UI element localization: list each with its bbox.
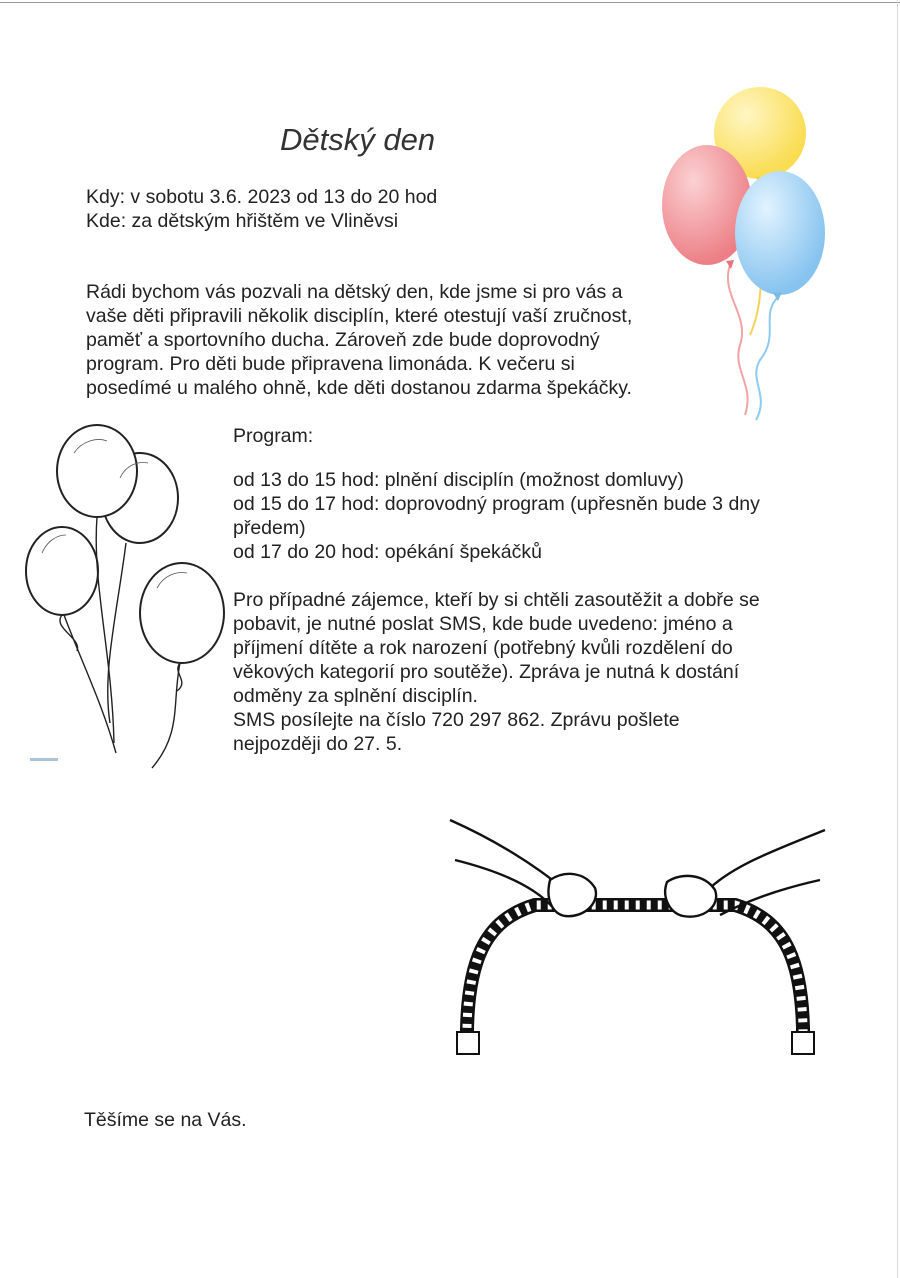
balloon-bunch-sketch [22, 423, 237, 773]
program-item: předem) [233, 517, 306, 539]
info-line: pobavit, je nutné poslat SMS, kde bude uvedeno: jméno a [233, 613, 733, 635]
info-line: SMS posílejte na číslo 720 297 862. Zprávu pošlete [233, 709, 680, 731]
balloon-blue-icon [735, 171, 825, 301]
closing-text: Těšíme se na Vás. [84, 1109, 247, 1131]
program-heading: Program: [233, 425, 314, 447]
page-title: Dětský den [280, 122, 436, 157]
intro-line: program. Pro děti bude připravena limonáda. K večeru si [86, 353, 575, 375]
intro-line: Rádi bychom vás pozvali na dětský den, kde jsme si pro vás a [86, 281, 623, 303]
info-line: Pro případné zájemce, kteří by si chtěli zasoutěžit a dobře se [233, 589, 760, 611]
sms-info-paragraph [233, 588, 760, 756]
program-list [233, 468, 760, 564]
intro-line: paměť a sportovního ducha. Zároveň zde bude doprovodný [86, 329, 600, 351]
program-item: od 17 do 20 hod: opékání špekáčků [233, 541, 542, 563]
page-top-border [0, 2, 900, 3]
program-item: od 13 do 15 hod: plnění disciplín (možnost domluvy) [233, 469, 684, 491]
info-line: nejpozději do 27. 5. [233, 733, 403, 755]
rope-tug-of-war-sketch [445, 810, 830, 1060]
info-line: věkových kategorií pro soutěže). Zpráva je nutná k dostání [233, 661, 740, 683]
scan-mark [30, 758, 58, 761]
color-balloons-illustration [660, 85, 830, 425]
info-line: příjmení dítěte a rok narození (potřebný kvůli rozdělení do [233, 637, 733, 659]
event-where: Kde: za dětským hřištěm ve Vliněvsi [86, 210, 399, 232]
program-item: od 15 do 17 hod: doprovodný program (upřesněn bude 3 dny [233, 493, 760, 515]
intro-paragraph [86, 280, 632, 400]
intro-line: posedímé u malého ohně, kde děti dostanou zdarma špekáčky. [86, 377, 632, 399]
page-right-border [897, 0, 898, 1278]
intro-line: vaše děti připravili několik disciplín, které otestují vaší zručnost, [86, 305, 633, 327]
info-line: odměny za splnění disciplín. [233, 685, 478, 707]
event-when: Kdy: v sobotu 3.6. 2023 od 13 do 20 hod [86, 186, 438, 208]
